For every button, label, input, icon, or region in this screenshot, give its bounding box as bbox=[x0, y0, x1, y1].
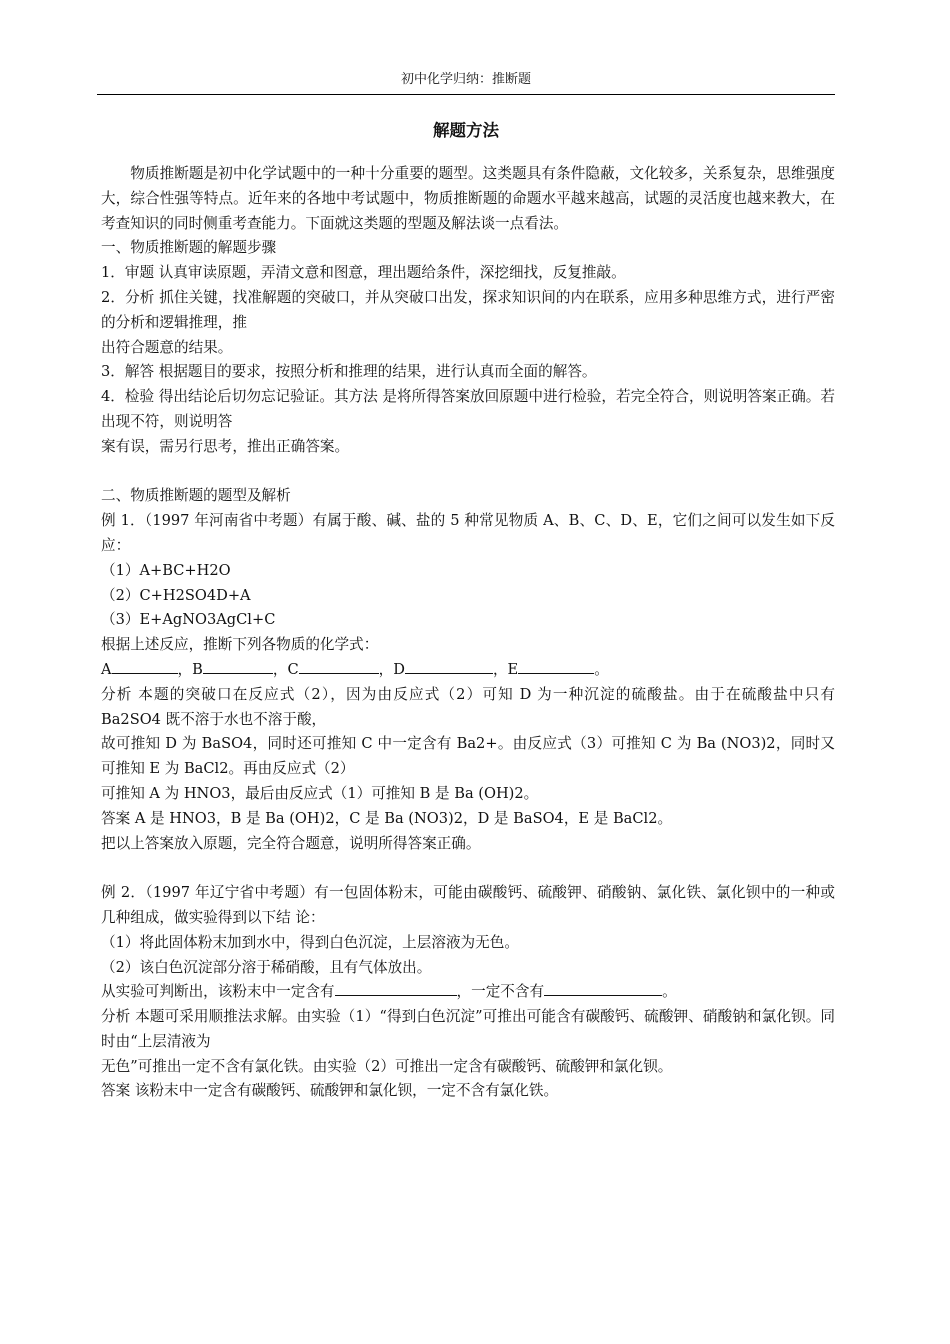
blank-label-d: ，D bbox=[378, 660, 405, 678]
example2-answer: 答案 该粉末中一定含有碳酸钙、硫酸钾和氯化钡，一定不含有氯化铁。 bbox=[101, 1082, 559, 1100]
step-2-continued: 出符合题意的结果。 bbox=[101, 338, 233, 356]
blank-label-a: A bbox=[101, 660, 112, 678]
experiment-2: （2）该白色沉淀部分溶于稀硝酸，且有气体放出。 bbox=[101, 958, 432, 976]
section2-heading: 二、物质推断题的题型及解析 bbox=[101, 487, 291, 505]
section1-heading: 一、物质推断题的解题步骤 bbox=[101, 239, 277, 257]
page-title: 解题方法 bbox=[433, 121, 499, 140]
example1-answer: 答案 A 是 HNO3，B 是 Ba (OH)2，C 是 Ba (NO3)2，D 是 BaSO4，E 是 BaCl2。 bbox=[101, 809, 673, 827]
fill-label-b: ，一定不含有 bbox=[456, 983, 545, 1001]
blank-label-c: ，C bbox=[272, 660, 299, 678]
example2-analysis: 分析 本题可采用顺推法求解。由实验（1）“得到白色沉淀”可推出可能含有碳酸钙、硫酸钾、硝酸钠和氯化钡。同时由“上层清液为 bbox=[101, 1008, 835, 1050]
reaction-1: （1）A+BC+H2O bbox=[101, 561, 231, 579]
step-3: 3．解答 根据题目的要求，按照分析和推理的结果，进行认真而全面的解答。 bbox=[101, 363, 597, 381]
reaction-2: （2）C+H2SO4D+A bbox=[101, 586, 251, 604]
example1-analysis-3: 可推知 A 为 HNO3，最后由反应式（1）可推知 B 是 Ba (OH)2。 bbox=[101, 784, 539, 802]
step-4: 4．检验 得出结论后切勿忘记验证。其方法 是将所得答案放回原题中进行检验，若完全符合，则说明答案正确。若出现不符，则说明答 bbox=[101, 388, 835, 430]
answer-blank-c[interactable] bbox=[299, 658, 379, 674]
answer-blank-b[interactable] bbox=[203, 658, 273, 674]
answer-blank-e[interactable] bbox=[518, 658, 594, 674]
answer-blank-d[interactable] bbox=[405, 658, 493, 674]
example1-question: 例 1．（1997 年河南省中考题）有属于酸、碱、盐的 5 种常见物质 A、B、C、D、E，它们之间可以发生如下反应： bbox=[101, 512, 835, 554]
blank-label-e: ，E bbox=[492, 660, 519, 678]
blanks-end: 。 bbox=[594, 660, 609, 678]
example1-prompt: 根据上述反应，推断下列各物质的化学式： bbox=[101, 636, 379, 654]
answer-blank-contains[interactable] bbox=[335, 980, 457, 996]
example1-check: 把以上答案放入原题，完全符合题意，说明所得答案正确。 bbox=[101, 834, 481, 852]
intro-paragraph: 物质推断题是初中化学试题中的一种十分重要的题型。这类题具有条件隐蔽，文化较多，关系复杂，思维强度大，综合性强等特点。近年来的各地中考试题中，物质推断题的命题水平越来越高，试题的灵活度也越来教大，在考查知识的同时侧重考查能力。下面就这类题的型题及解法谈一点看法。 bbox=[101, 165, 835, 232]
fill-end: 。 bbox=[662, 983, 677, 1001]
step-4-continued: 案有误，需另行思考，推出正确答案。 bbox=[101, 437, 350, 455]
fill-label-a: 从实验可判断出，该粉末中一定含有 bbox=[101, 983, 335, 1001]
experiment-1: （1）将此固体粉末加到水中，得到白色沉淀，上层溶液为无色。 bbox=[101, 933, 519, 951]
document-body bbox=[101, 162, 835, 1104]
page-header: 初中化学归纳：推断题 bbox=[97, 70, 835, 95]
answer-blank-a[interactable] bbox=[112, 658, 178, 674]
spacer bbox=[101, 460, 835, 485]
answer-blank-excludes[interactable] bbox=[544, 980, 662, 996]
spacer bbox=[101, 856, 835, 881]
example1-analysis: 分析 本题的突破口在反应式（2），因为由反应式（2）可知 D 为一种沉淀的硫酸盐。由于在硫酸盐中只有 Ba2SO4 既不溶于水也不溶于酸， bbox=[101, 685, 835, 728]
example2-analysis-2: 无色”可推出一定不含有氯化铁。由实验（2）可推出一定含有碳酸钙、硫酸钾和氯化钡。 bbox=[101, 1057, 673, 1075]
example1-analysis-2: 故可推知 D 为 BaSO4，同时还可推知 C 中一定含有 Ba2+。由反应式（3）可推知 C 为 Ba (NO3)2，同时又可推知 E 为 BaCl2。再由反应式（2） bbox=[101, 735, 835, 778]
example2-question: 例 2．（1997 年辽宁省中考题）有一包固体粉末，可能由碳酸钙、硫酸钾、硝酸钠、氯化铁、氯化钡中的一种或几种组成，做实验得到以下结 论： bbox=[101, 884, 835, 926]
reaction-3: （3）E+AgNO3AgCl+C bbox=[101, 611, 276, 629]
example2-fill bbox=[101, 980, 835, 1005]
blank-label-b: ，B bbox=[177, 660, 203, 678]
example1-blanks bbox=[101, 658, 835, 683]
step-1: 1．审题 认真审读原题，弄清文意和图意，理出题给条件，深挖细找，反复推敲。 bbox=[101, 264, 626, 282]
step-2: 2．分析 抓住关键，找准解题的突破口，并从突破口出发，探求知识间的内在联系，应用多种思维方式，进行严密的分析和逻辑推理，推 bbox=[101, 288, 835, 331]
